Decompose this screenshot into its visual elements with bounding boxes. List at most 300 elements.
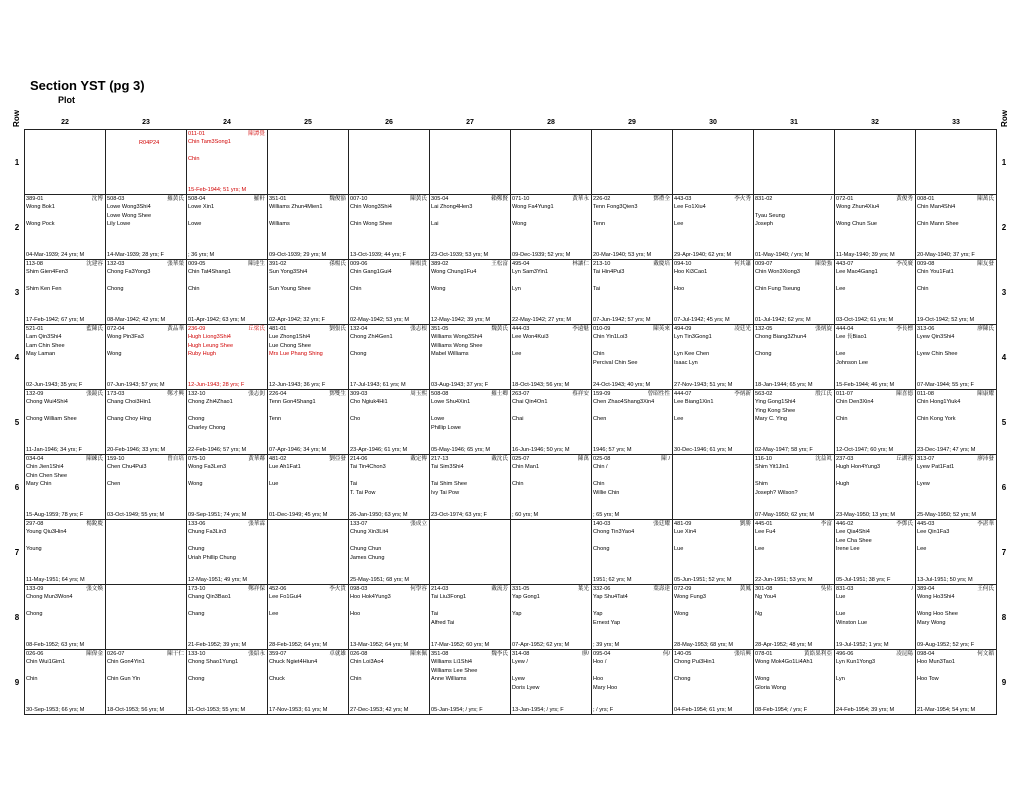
name-line: Shim Ken Fen xyxy=(26,286,62,293)
name-line xyxy=(673,619,753,627)
chinese-name: 曾自培 xyxy=(167,456,184,462)
name-line: Ng You4 xyxy=(755,594,777,601)
plot-header-line xyxy=(187,455,267,463)
burial-date: 23-Oct-1939; 53 yrs; M xyxy=(431,251,489,258)
chinese-name: 殷江氏 xyxy=(815,391,832,397)
name-line: Chin Gang1Gui4 xyxy=(350,269,392,276)
name-line: Lily Lowe xyxy=(107,221,131,228)
column-header: 29 xyxy=(592,115,673,130)
name-line: Wong xyxy=(107,351,122,358)
plot-id: 351-05 xyxy=(431,326,449,332)
burial-date: 16-Jun-1946; 50 yrs; M xyxy=(512,446,570,453)
plot-header-line xyxy=(754,195,834,203)
name-line xyxy=(754,667,834,675)
plot-cell-content xyxy=(139,130,267,194)
name-line xyxy=(835,667,915,675)
plot-cell xyxy=(349,260,430,325)
name-line: Doris Lyew xyxy=(512,684,540,691)
plot-header-line xyxy=(430,585,510,593)
burial-date: 31-Oct-1953; 55 yrs; M xyxy=(188,706,246,713)
name-line: Chen xyxy=(593,416,607,423)
chinese-name: 張成立 xyxy=(410,521,427,527)
burial-date: 18-Oct-1953; 56 yrs; M xyxy=(107,706,165,713)
plot-id: 025-07 xyxy=(512,456,530,462)
plot-cell-content xyxy=(511,325,591,389)
chinese-name: 羅黃氏 xyxy=(167,196,184,202)
name-line: Lyn xyxy=(512,286,521,293)
name-line xyxy=(592,667,672,675)
name-line: Hoo Hok4Yung3 xyxy=(350,594,391,601)
burial-date: 13-Mar-1952; 64 yrs; M xyxy=(350,641,409,648)
name-line xyxy=(187,489,267,497)
row-axis-label-left: Row xyxy=(11,109,21,127)
name-line xyxy=(25,684,105,692)
plot-id: 444-07 xyxy=(674,391,692,397)
plot-cell xyxy=(139,130,268,195)
plot-cell-content xyxy=(754,130,834,194)
column-header: 30 xyxy=(673,115,754,130)
plot-id: 563-02 xyxy=(755,391,773,397)
plot-cell-content xyxy=(835,585,915,649)
plot-id: 481-09 xyxy=(674,521,692,527)
plot-id: 075-10 xyxy=(188,456,206,462)
plot-cell-content xyxy=(106,325,186,389)
name-line: Yap Shu4Tat4 xyxy=(593,594,628,601)
name-line: Chin xyxy=(593,351,605,358)
name-line: Wong Ho3Shi4 xyxy=(917,594,955,601)
burial-date: 25-May-1950; 52 yrs; M xyxy=(917,511,977,518)
burial-date: 28-Apr-1952; 48 yrs; M xyxy=(755,641,813,648)
chinese-name: 陳譚覺 xyxy=(248,131,265,137)
plot-cell-content xyxy=(835,325,915,389)
burial-date: 01-Jul-1942; 62 yrs; M xyxy=(755,316,811,323)
plot-cell-content xyxy=(835,520,915,584)
burial-date: 07-Jun-1942; 57 yrs; M xyxy=(593,316,651,323)
plot-header-line xyxy=(511,390,591,398)
plot-id: 133-07 xyxy=(350,521,368,527)
name-line: Lai Zhong4Hen3 xyxy=(431,204,473,211)
name-line: Chong Fa3Yong3 xyxy=(107,269,151,276)
plot-id: 132-10 xyxy=(188,391,206,397)
name-line xyxy=(349,619,429,627)
plot-id: 098-03 xyxy=(350,586,368,592)
plot-header-line xyxy=(754,455,834,463)
plot-cell-content xyxy=(349,195,429,259)
chinese-name: 陳 / xyxy=(661,456,670,462)
plot-cell-content xyxy=(25,455,105,519)
name-line xyxy=(916,229,996,237)
name-line: Uriah Phillip Chung xyxy=(188,554,236,561)
name-line xyxy=(187,472,267,480)
plot-header-line xyxy=(268,650,348,658)
name-line xyxy=(430,359,510,367)
name-line: Chin Wong3Shi4 xyxy=(350,204,392,211)
plot-cell xyxy=(754,520,835,585)
chinese-name: 李火秀 xyxy=(734,196,751,202)
name-line: Chin Chen Shee xyxy=(26,472,68,479)
grid-row xyxy=(10,650,1011,715)
name-line xyxy=(916,537,996,545)
plot-cell xyxy=(430,520,511,585)
plot-id: 009-08 xyxy=(917,261,935,267)
name-line: Chong Tin3Yao4 xyxy=(593,529,635,536)
plot-cell xyxy=(754,650,835,715)
plot-cell-content xyxy=(916,195,996,259)
burial-date: 28-Feb-1952; 64 yrs; M xyxy=(269,641,328,648)
plot-id: 305-04 xyxy=(431,196,449,202)
plot-id: 445-03 xyxy=(917,521,935,527)
burial-date: 03-Oct-1949; 55 yrs; M xyxy=(107,511,165,518)
plot-id: 481-02 xyxy=(269,456,287,462)
plot-cell xyxy=(511,650,592,715)
plot-cell xyxy=(673,650,754,715)
name-line xyxy=(106,667,186,675)
column-header: 24 xyxy=(187,115,268,130)
plot-header-line xyxy=(268,195,348,203)
burial-date: 12-Oct-1947; 60 yrs; M xyxy=(836,446,894,453)
name-line xyxy=(430,277,510,285)
chinese-name: 魏李氏 xyxy=(491,651,508,657)
burial-date: 29-Apr-1940; 62 yrs; M xyxy=(674,251,732,258)
plot-cell-content xyxy=(592,650,672,714)
plot-id: 026-08 xyxy=(350,651,368,657)
name-line xyxy=(673,212,753,220)
name-line xyxy=(835,212,915,220)
name-line xyxy=(754,342,834,350)
plot-cell-content xyxy=(187,585,267,649)
plot-cell xyxy=(673,390,754,455)
name-line: Young Qiu3Hin4 xyxy=(26,529,67,536)
plot-cell xyxy=(268,325,349,390)
plot-cell xyxy=(754,390,835,455)
name-line xyxy=(25,294,105,302)
name-line: Chong xyxy=(188,416,205,423)
name-line xyxy=(349,407,429,415)
name-line: Chin Den3Xin4 xyxy=(836,399,874,406)
plot-cell-content xyxy=(106,195,186,259)
burial-date: 02-May-1947; 58 yrs; F xyxy=(755,446,813,453)
burial-date: 25-May-1951; 68 yrs; M xyxy=(350,576,410,583)
burial-date: 13-Oct-1939; 44 yrs; F xyxy=(350,251,406,258)
grid-row xyxy=(10,455,1011,520)
plot-cell xyxy=(430,390,511,455)
plot-id: 010-09 xyxy=(593,326,611,332)
plot-cell xyxy=(187,455,268,520)
name-line xyxy=(349,684,429,692)
plot-cell xyxy=(106,520,187,585)
burial-date: 02-Apr-1942; 32 yrs; F xyxy=(269,316,325,323)
plot-cell xyxy=(916,195,997,260)
plot-cell xyxy=(916,130,997,195)
name-line: Shim Gien4Fen3 xyxy=(26,269,68,276)
name-line: Chen Chu4Pui3 xyxy=(107,464,147,471)
name-line: Mary C. Ying xyxy=(755,416,788,423)
name-line: Wong Fa4Yung1 xyxy=(512,204,554,211)
plot-header-line xyxy=(106,325,186,333)
plot-header-line xyxy=(835,520,915,528)
name-line xyxy=(673,684,753,692)
name-line xyxy=(916,294,996,302)
name-line xyxy=(673,407,753,415)
name-line: Wong xyxy=(431,286,446,293)
name-line: Ivy Tai Pow xyxy=(431,489,460,496)
name-line xyxy=(25,489,105,497)
plot-cell xyxy=(349,520,430,585)
plot-cell xyxy=(106,325,187,390)
plot-cell-content xyxy=(754,195,834,259)
name-line xyxy=(268,407,348,415)
column-header: 25 xyxy=(268,115,349,130)
name-line: Williams Zhun4Mien1 xyxy=(269,204,323,211)
name-line: Hugh Leung Shee xyxy=(188,342,234,349)
chinese-name: 陳喜德 xyxy=(896,391,913,397)
plot-cell xyxy=(916,455,997,520)
plot-cell xyxy=(25,585,106,650)
plot-cell xyxy=(25,130,106,195)
plot-id: 026-06 xyxy=(26,651,44,657)
plot-cell xyxy=(592,455,673,520)
name-line: Chang xyxy=(188,611,205,618)
plot-cell-content xyxy=(268,455,348,519)
name-line: T. Tai Pow xyxy=(350,489,376,496)
name-line xyxy=(673,537,753,545)
name-line: Gloria Wong xyxy=(755,684,786,691)
burial-date: 18-Oct-1943; 56 yrs; M xyxy=(512,381,570,388)
plot-cell xyxy=(673,455,754,520)
name-line xyxy=(916,359,996,367)
plot-cell-content xyxy=(430,585,510,649)
burial-date: 30-Dec-1946; 61 yrs; M xyxy=(674,446,733,453)
plot-cell-content xyxy=(511,260,591,324)
plot-id: 133-06 xyxy=(188,521,206,527)
name-line xyxy=(268,667,348,675)
plot-id: 007-10 xyxy=(350,196,368,202)
burial-date: 18-Jan-1944; 65 yrs; M xyxy=(755,381,813,388)
name-line: Lyn Kee Chen xyxy=(674,351,710,358)
name-line: Chong xyxy=(674,676,691,683)
name-line xyxy=(511,359,591,367)
plot-cell-content xyxy=(592,585,672,649)
plot-id: 132-05 xyxy=(755,326,773,332)
plot-cell-content xyxy=(592,325,672,389)
plot-header-line xyxy=(916,325,996,333)
plot-cell xyxy=(916,325,997,390)
name-line xyxy=(754,203,834,211)
plot-header-line xyxy=(430,325,510,333)
plot-id: 132-04 xyxy=(350,326,368,332)
name-line: Tai xyxy=(431,611,439,618)
row-number-left: 8 xyxy=(14,612,20,622)
plot-id: 481-01 xyxy=(269,326,287,332)
plot-cell-content xyxy=(106,455,186,519)
name-line: Chin xyxy=(26,676,38,683)
burial-date: 19-Jul-1952; 1 yrs; M xyxy=(836,641,889,648)
plot-cell-content xyxy=(754,650,834,714)
burial-date: 07-Apr-1952; 62 yrs; M xyxy=(512,641,570,648)
chinese-name: 丘湖容 xyxy=(896,456,913,462)
plot-id: 359-07 xyxy=(269,651,287,657)
plot-cell xyxy=(754,260,835,325)
name-line: Chin You1Fat1 xyxy=(917,269,954,276)
name-line: Chang Choi3Hin1 xyxy=(107,399,152,406)
plot-cell-content xyxy=(430,650,510,714)
name-line: Tai xyxy=(593,286,601,293)
plot-cell xyxy=(187,195,268,260)
plot-id: 332-06 xyxy=(593,586,611,592)
chinese-name: 沈博 xyxy=(91,196,103,202)
plot-header-line xyxy=(592,195,672,203)
name-line xyxy=(673,667,753,675)
name-line: Chin Mann Shee xyxy=(917,221,959,228)
chinese-name: 凌昆陽 xyxy=(896,651,913,657)
name-line xyxy=(916,407,996,415)
chinese-name: 卓就雄 xyxy=(329,651,346,657)
burial-date: 03-Aug-1943; 37 yrs; F xyxy=(431,381,489,388)
plot-cell-content xyxy=(25,325,105,389)
name-line xyxy=(25,619,105,627)
plot-cell xyxy=(673,585,754,650)
chinese-name: 李長標 xyxy=(896,326,913,332)
chinese-name: 吳佑 xyxy=(820,586,832,592)
plot-cell-content xyxy=(511,195,591,259)
name-line xyxy=(592,342,672,350)
column-header: 31 xyxy=(754,115,835,130)
plot-header-line xyxy=(511,260,591,268)
plot-id: 236-09 xyxy=(188,326,206,332)
name-line xyxy=(835,602,915,610)
name-line: Lue xyxy=(269,481,279,488)
name-line: Anne Williams xyxy=(431,676,467,683)
name-line xyxy=(835,342,915,350)
name-line: Chin Man4Shi4 xyxy=(917,204,956,211)
burial-date: 09-Dec-1939; 52 yrs; M xyxy=(512,251,571,258)
plot-header-line xyxy=(187,390,267,398)
plot-cell-content xyxy=(754,390,834,454)
row-number-right: 4 xyxy=(1001,352,1007,362)
plot-cell xyxy=(835,260,916,325)
row-number-left: 7 xyxy=(14,547,20,557)
name-line: Phillip Lowe xyxy=(431,424,461,431)
plot-header-line xyxy=(916,260,996,268)
plot-cell xyxy=(187,260,268,325)
plot-cell-content xyxy=(835,130,915,194)
chinese-name: 李湛華 xyxy=(977,521,994,527)
plot-id: 009-06 xyxy=(350,261,368,267)
name-line xyxy=(592,472,672,480)
plot-header-line xyxy=(430,260,510,268)
plot-cell-content xyxy=(511,650,591,714)
name-line xyxy=(916,424,996,432)
burial-date: 14-Mar-1939; 28 yrs; F xyxy=(107,251,164,258)
chinese-name: / xyxy=(830,196,832,202)
plot-id: 496-06 xyxy=(836,651,854,657)
name-line: May Laman xyxy=(26,351,56,358)
name-line: Chin Tam3Song1 xyxy=(188,139,231,146)
chinese-name: 何文韜 xyxy=(977,651,994,657)
name-line xyxy=(349,229,429,237)
plot-cell xyxy=(25,195,106,260)
plot-header-line xyxy=(106,390,186,398)
chinese-name: 張培興 xyxy=(734,651,751,657)
plot-header-line xyxy=(673,260,753,268)
name-line: Lowe Xin1 xyxy=(188,204,215,211)
plot-cell xyxy=(268,455,349,520)
plot-cell xyxy=(268,130,349,195)
plot-grid xyxy=(10,115,1011,715)
plot-cell xyxy=(835,520,916,585)
plot-cell-content xyxy=(916,520,996,584)
plot-header-line xyxy=(187,325,267,333)
plot-cell-content xyxy=(835,455,915,519)
burial-date: 19-Oct-1942; 52 yrs; M xyxy=(917,316,975,323)
name-line xyxy=(673,277,753,285)
name-line xyxy=(511,294,591,302)
plot-id: 133-09 xyxy=(26,586,44,592)
name-line: Lyn Kun1Yong3 xyxy=(836,659,876,666)
name-line: Lee xyxy=(512,351,522,358)
plot-cell xyxy=(511,260,592,325)
plot-cell-content xyxy=(916,650,996,714)
burial-date: 17-Jul-1943; 61 yrs; M xyxy=(350,381,406,388)
plot-cell xyxy=(754,585,835,650)
name-line: Wong Chung1Fu4 xyxy=(431,269,477,276)
name-line: Chai xyxy=(512,416,524,423)
row-number-left: 9 xyxy=(14,677,20,687)
name-line: Percival Chin See xyxy=(593,359,638,366)
chinese-name: 何其簫 xyxy=(734,261,751,267)
plot-id: 008-01 xyxy=(917,196,935,202)
name-line xyxy=(754,229,834,237)
name-line xyxy=(835,554,915,562)
plot-cell-content xyxy=(187,325,267,389)
name-line xyxy=(916,342,996,350)
name-line: Lyew / xyxy=(512,659,528,666)
chinese-name: 丘梁氏 xyxy=(248,326,265,332)
name-line: Chong William Shee xyxy=(26,416,77,423)
name-line: Wong Pin3Fa3 xyxy=(107,334,144,341)
name-line: Chin Wui1Gim1 xyxy=(26,659,66,666)
plot-cell-content xyxy=(349,650,429,714)
plot-header-line xyxy=(349,455,429,463)
chinese-name: 陳萬氏 xyxy=(977,196,994,202)
name-line: Lee Qin1Fa3 xyxy=(917,529,950,536)
name-line: Winston Lue xyxy=(836,619,868,626)
header-spacer-right xyxy=(997,115,1012,130)
name-line: Tai Hin4Pui3 xyxy=(593,269,625,276)
grid-row xyxy=(10,260,1011,325)
name-line: Chin Wong Shee xyxy=(350,221,393,228)
name-line: Shim xyxy=(755,481,768,488)
plot-id: 072-04 xyxy=(107,326,125,332)
plot-id: 173-10 xyxy=(188,586,206,592)
name-line xyxy=(430,294,510,302)
name-line: Chong Zhi4Zhao1 xyxy=(188,399,233,406)
chinese-name: 鄭祥保 xyxy=(248,586,265,592)
burial-date: 27-Dec-1953; 42 yrs; M xyxy=(350,706,409,713)
plot-cell xyxy=(835,195,916,260)
plot-header-line xyxy=(754,390,834,398)
name-line: Ng xyxy=(755,611,763,618)
name-line xyxy=(25,667,105,675)
plot-cell xyxy=(430,195,511,260)
name-line xyxy=(430,407,510,415)
burial-date: 05-Jan-1954; / yrs; F xyxy=(431,706,483,713)
plot-id: 351-01 xyxy=(269,196,287,202)
name-line: Tenn xyxy=(269,416,282,423)
plot-cell xyxy=(430,130,511,195)
plot-header-line xyxy=(349,325,429,333)
name-line: Hoo xyxy=(350,611,361,618)
